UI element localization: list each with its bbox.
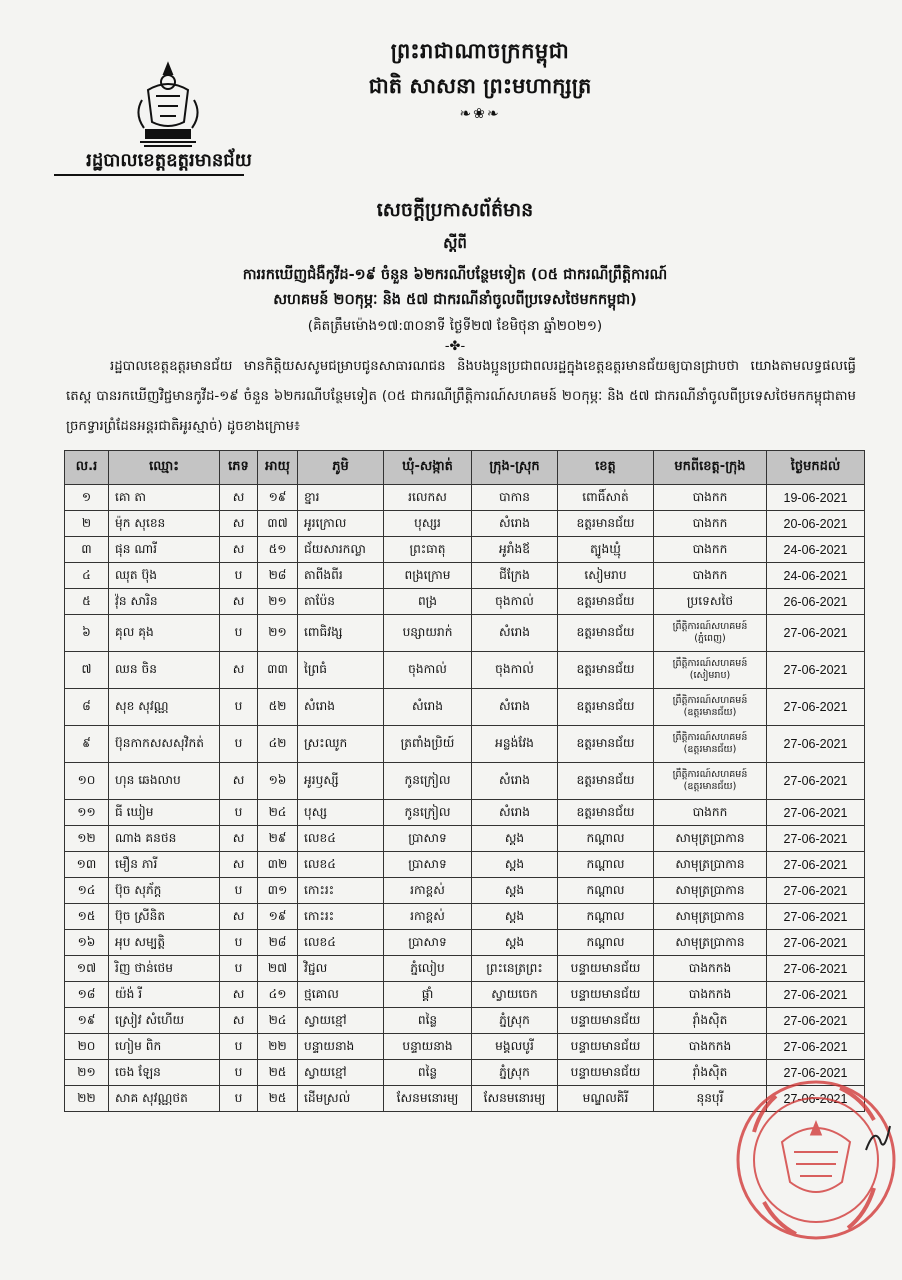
table-row — [65, 589, 865, 615]
table-row — [65, 904, 865, 930]
cell-commune: បន្សាយរាក់ — [384, 615, 472, 652]
cell-commune: កូនក្រៀល — [384, 763, 472, 800]
kingdom-name: ព្រះរាជាណាចក្រកម្ពុជា — [390, 39, 570, 63]
cell-commune: ព្រះធាតុ — [384, 537, 472, 563]
cell-sex: ស — [220, 511, 258, 537]
cell-commune: ត្រពាំងប្រិយ៍ — [384, 726, 472, 763]
cell-no: ៩ — [65, 726, 109, 763]
cell-commune: កូនក្រៀល — [384, 800, 472, 826]
cell-date: 27-06-2021 — [767, 956, 865, 982]
cell-name: សាគ សុវណ្ណថត — [109, 1086, 220, 1112]
cell-province: បន្ទាយមានជ័យ — [558, 982, 654, 1008]
col-header-no: ល.រ — [65, 451, 109, 485]
cell-from: ប្រទេសថៃ — [654, 589, 767, 615]
cell-name: ណាង គនថន — [109, 826, 220, 852]
cell-date: 27-06-2021 — [767, 852, 865, 878]
cell-province: បន្ទាយមានជ័យ — [558, 1060, 654, 1086]
cell-commune: ពង្រក្រោម — [384, 563, 472, 589]
kingdom-header — [260, 38, 700, 122]
cell-date: 27-06-2021 — [767, 1008, 865, 1034]
cell-province: ឧត្ដរមានជ័យ — [558, 800, 654, 826]
cell-village: លេខ៤ — [298, 826, 384, 852]
cell-from: ព្រឹត្តិការណ៍សហគមន៍ (ឧត្ដរមានជ័យ) — [654, 726, 767, 763]
issuing-office: រដ្ឋបាលខេត្តឧត្ដរមានជ័យ — [86, 150, 252, 171]
cell-name: គុល គុង — [109, 615, 220, 652]
cell-from: សាមុត្រប្រាកាន — [654, 852, 767, 878]
cell-from: ព្រឹត្តិការណ៍សហគមន៍ (ភ្នំពេញ) — [654, 615, 767, 652]
cell-village: ជ័យសារកល្លា — [298, 537, 384, 563]
cell-date: 24-06-2021 — [767, 563, 865, 589]
cell-no: ២១ — [65, 1060, 109, 1086]
signature-mark — [862, 1120, 894, 1160]
cell-age: ៣៣ — [258, 652, 298, 689]
cell-village: កោះរះ — [298, 904, 384, 930]
cell-district: សំរោង — [472, 800, 558, 826]
office-underline — [54, 174, 244, 176]
cell-district: ស្គង — [472, 852, 558, 878]
cell-no: ១១ — [65, 800, 109, 826]
cell-district: សំរោង — [472, 511, 558, 537]
announcement-title: សេចក្ដីប្រកាសព័ត៌មាន — [376, 199, 534, 221]
cell-no: ១៣ — [65, 852, 109, 878]
cell-date: 26-06-2021 — [767, 589, 865, 615]
cell-date: 27-06-2021 — [767, 763, 865, 800]
table-row — [65, 689, 865, 726]
cell-from: ព្រឹត្តិការណ៍សហគមន៍ (សៀមរាប) — [654, 652, 767, 689]
title-ornament: -✤- — [444, 339, 466, 354]
cell-name: យ៉ង់ រី — [109, 982, 220, 1008]
cell-commune: បុស្សរ — [384, 511, 472, 537]
cell-province: កណ្ដាល — [558, 826, 654, 852]
cell-age: ៣៧ — [258, 511, 298, 537]
cell-name: មឿន ភារី — [109, 852, 220, 878]
cell-sex: ប — [220, 563, 258, 589]
cell-village: សំរោង — [298, 689, 384, 726]
cell-province: ឧត្ដរមានជ័យ — [558, 726, 654, 763]
cell-from: នុនបុរី — [654, 1086, 767, 1112]
cell-no: ១៥ — [65, 904, 109, 930]
cell-no: ៦ — [65, 615, 109, 652]
cell-province: ពោធិ៍សាត់ — [558, 485, 654, 511]
col-header-district: ក្រុង-ស្រុក — [472, 451, 558, 485]
table-row — [65, 615, 865, 652]
cell-age: ២៤ — [258, 1008, 298, 1034]
cell-date: 27-06-2021 — [767, 1086, 865, 1112]
cell-from: ព្រឹត្តិការណ៍សហគមន៍ (ឧត្ដរមានជ័យ) — [654, 763, 767, 800]
cell-district: សំរោង — [472, 615, 558, 652]
cell-no: ១៧ — [65, 956, 109, 982]
cell-sex: ស — [220, 537, 258, 563]
cell-commune: ចុងកាល់ — [384, 652, 472, 689]
cell-district: មង្គលបូរី — [472, 1034, 558, 1060]
subject-line-2: សហគមន៍ ២០កុម្ភៈ និង ៥៧ ជាករណីនាំចូលពីប្រទេសថៃមកកម្ពុជា) — [273, 292, 637, 308]
cell-village: ស្វាយខ្មៅ — [298, 1060, 384, 1086]
table-row — [65, 956, 865, 982]
cell-village: កោះរះ — [298, 878, 384, 904]
cell-from: សាមុត្រប្រាកាន — [654, 878, 767, 904]
cell-name: ប៊ុច សុភ័ក្ត — [109, 878, 220, 904]
cell-age: ៤២ — [258, 726, 298, 763]
intro-paragraph — [66, 352, 856, 442]
col-header-from: មកពីខេត្ត-ក្រុង — [654, 451, 767, 485]
cell-sex: ប — [220, 930, 258, 956]
cell-age: ៥២ — [258, 689, 298, 726]
cell-province: កណ្ដាល — [558, 930, 654, 956]
cell-no: ២២ — [65, 1086, 109, 1112]
cell-district: សំរោង — [472, 689, 558, 726]
cell-date: 27-06-2021 — [767, 930, 865, 956]
cell-village: ពោធិវង្ស — [298, 615, 384, 652]
cell-from: សាមុត្រប្រាកាន — [654, 826, 767, 852]
cell-no: ១ — [65, 485, 109, 511]
cell-village: បុស្ស — [298, 800, 384, 826]
cell-commune: បន្ទាយនាង — [384, 1034, 472, 1060]
cell-name: គោ តា — [109, 485, 220, 511]
table-row — [65, 930, 865, 956]
announcement-titles — [150, 198, 760, 354]
col-header-province: ខេត្ត — [558, 451, 654, 485]
cell-province: ត្បូងឃ្មុំ — [558, 537, 654, 563]
cell-age: ២៩ — [258, 826, 298, 852]
cell-sex: ស — [220, 485, 258, 511]
cell-village: បន្ទាយនាង — [298, 1034, 384, 1060]
cell-district: ភ្នំស្រុក — [472, 1008, 558, 1034]
cell-village: ព្រៃធំ — [298, 652, 384, 689]
cell-date: 27-06-2021 — [767, 826, 865, 852]
cell-province: ឧត្ដរមានជ័យ — [558, 511, 654, 537]
cell-province: ឧត្ដរមានជ័យ — [558, 589, 654, 615]
cell-name: ធី ឃៀម — [109, 800, 220, 826]
cell-commune: ប្រាសាទ — [384, 930, 472, 956]
cell-province: បន្ទាយមានជ័យ — [558, 956, 654, 982]
col-header-age: អាយុ — [258, 451, 298, 485]
announcement-subject — [150, 263, 760, 313]
cell-age: ១៦ — [258, 763, 298, 800]
cell-name: អុប សម្បត្តិ — [109, 930, 220, 956]
table-row — [65, 537, 865, 563]
cell-village: អូរក្រោល — [298, 511, 384, 537]
cell-age: ២៥ — [258, 1086, 298, 1112]
cell-date: 27-06-2021 — [767, 878, 865, 904]
cell-commune: សំរោង — [384, 689, 472, 726]
subject-line-1: ការរកឃើញជំងឺកូវីដ-១៩ ចំនួន ៦២ករណីបន្ថែមទៀត (០៥ ជាករណីព្រឹត្តិការណ៍ — [242, 267, 668, 283]
cell-date: 27-06-2021 — [767, 982, 865, 1008]
cell-commune: ប្រាសាទ — [384, 826, 472, 852]
table-row — [65, 826, 865, 852]
cell-date: 20-06-2021 — [767, 511, 865, 537]
cell-village: ដើមស្រល់ — [298, 1086, 384, 1112]
cell-name: ផុន ណារី — [109, 537, 220, 563]
cell-province: កណ្ដាល — [558, 852, 654, 878]
cell-name: ឈុត ប៊ុង — [109, 563, 220, 589]
cell-no: ៣ — [65, 537, 109, 563]
cell-no: ៧ — [65, 652, 109, 689]
cell-province: បន្ទាយមានជ័យ — [558, 1008, 654, 1034]
cell-date: 27-06-2021 — [767, 1034, 865, 1060]
col-header-commune: ឃុំ-សង្កាត់ — [384, 451, 472, 485]
table-row — [65, 563, 865, 589]
cell-age: ១៩ — [258, 485, 298, 511]
cell-no: ១៨ — [65, 982, 109, 1008]
table-row — [65, 485, 865, 511]
cell-from: បាងកកង — [654, 1034, 767, 1060]
cell-no: ៤ — [65, 563, 109, 589]
cell-province: សៀមរាប — [558, 563, 654, 589]
cell-age: ៤១ — [258, 982, 298, 1008]
col-header-sex: ភេទ — [220, 451, 258, 485]
cell-province: ឧត្ដរមានជ័យ — [558, 615, 654, 652]
cell-age: ៣១ — [258, 878, 298, 904]
table-row — [65, 652, 865, 689]
table-row — [65, 511, 865, 537]
table-row — [65, 852, 865, 878]
cell-sex: ប — [220, 800, 258, 826]
col-header-date: ថ្ងៃមកដល់ — [767, 451, 865, 485]
cell-no: ១០ — [65, 763, 109, 800]
cell-from: បាងកក — [654, 563, 767, 589]
cell-age: ៥១ — [258, 537, 298, 563]
cell-name: ស្រៀវ សំហើយ — [109, 1008, 220, 1034]
cell-date: 27-06-2021 — [767, 652, 865, 689]
cell-commune: ពន្លៃ — [384, 1060, 472, 1086]
cell-district: សែនមនោរម្យ — [472, 1086, 558, 1112]
cell-name: សុខ សុវណ្ណ — [109, 689, 220, 726]
cell-district: ភ្នំស្រុក — [472, 1060, 558, 1086]
cell-date: 27-06-2021 — [767, 689, 865, 726]
table-row — [65, 1008, 865, 1034]
cell-date: 27-06-2021 — [767, 1060, 865, 1086]
cell-from: សាមុត្រប្រាកាន — [654, 930, 767, 956]
cell-commune: សែនមនោរម្យ — [384, 1086, 472, 1112]
cell-district: ចុងកាល់ — [472, 652, 558, 689]
col-header-name: ឈ្មោះ — [109, 451, 220, 485]
cell-province: កណ្ដាល — [558, 904, 654, 930]
cell-name: ចេង ឡែន — [109, 1060, 220, 1086]
cell-sex: ប — [220, 878, 258, 904]
col-header-village: ភូមិ — [298, 451, 384, 485]
cell-commune: ភ្នំលៀប — [384, 956, 472, 982]
cell-from: សាមុត្រប្រាកាន — [654, 904, 767, 930]
cell-sex: ប — [220, 956, 258, 982]
cell-no: ២ — [65, 511, 109, 537]
cell-sex: ប — [220, 689, 258, 726]
cell-date: 27-06-2021 — [767, 904, 865, 930]
cell-village: ថ្មគោល — [298, 982, 384, 1008]
cell-district: ស្គង — [472, 904, 558, 930]
cell-village: តាពីងពីរ — [298, 563, 384, 589]
cell-sex: ប — [220, 1060, 258, 1086]
cell-province: កណ្ដាល — [558, 878, 654, 904]
cell-district: ស្គង — [472, 878, 558, 904]
cell-age: ២៨ — [258, 563, 298, 589]
cell-district: ស្គង — [472, 930, 558, 956]
intro-text: រដ្ឋបាលខេត្តឧត្ដរមានជ័យ មានកិត្តិយសសូមជម្រាបជូនសាធារណជន និងបងប្អូនប្រជាពលរដ្ឋក្នុងខេត្តឧត្ដរមានជ័យឲ្យបានជ្រាបថា យោងតាមលទ្ធផលធ្វើតេស្ដ បានរកឃើញវិជ្ជមានកូវីដ-១៩ ចំនួន ៦២ករណីបន្ថែមទៀត (០៥ ជាករណីព្រឹត្តិការណ៍សហគមន៍ ២០កុម្ភៈ និង ៥៧ ជាករណីនាំចូលពីប្រទេសថៃមកកម្ពុជាតាមច្រកទ្វារព្រំដែនអន្ដរជាតិអូរស្មាច់) ដូចខាងក្រោម៖ — [66, 359, 856, 434]
cell-age: ២៤ — [258, 800, 298, 826]
cell-village: លេខ៤ — [298, 930, 384, 956]
cases-table — [64, 450, 865, 1112]
cell-commune: រកាខ្ពស់ — [384, 904, 472, 930]
cell-village: ខ្នារ — [298, 485, 384, 511]
cell-age: ២៥ — [258, 1060, 298, 1086]
cell-district: ស្គង — [472, 826, 558, 852]
cell-sex: ស — [220, 652, 258, 689]
table-row — [65, 726, 865, 763]
cell-no: ១២ — [65, 826, 109, 852]
cell-from: បាងកក — [654, 537, 767, 563]
cell-from: រ៉ាំងស៊ិត — [654, 1060, 767, 1086]
cell-province: ឧត្ដរមានជ័យ — [558, 689, 654, 726]
cell-age: ៣២ — [258, 852, 298, 878]
as-of-date: (គិតត្រឹមម៉ោង១៧:៣០នាទី ថ្ងៃទី២៧ ខែមិថុនា ឆ្នាំ២០២១) — [307, 318, 603, 334]
cell-name: រិញ ថាន់ថេម — [109, 956, 220, 982]
cell-district: ស្វាយចេក — [472, 982, 558, 1008]
cell-village: ស្វាយខ្មៅ — [298, 1008, 384, 1034]
cell-commune: រកាខ្ពស់ — [384, 878, 472, 904]
royal-emblem-icon — [128, 60, 208, 150]
table-row — [65, 1034, 865, 1060]
cell-sex: ស — [220, 1008, 258, 1034]
cell-name: វ៉ុន សារិន — [109, 589, 220, 615]
cell-date: 27-06-2021 — [767, 615, 865, 652]
cell-from: រ៉ាំងស៊ិត — [654, 1008, 767, 1034]
cell-age: ២១ — [258, 589, 298, 615]
cell-age: ១៩ — [258, 904, 298, 930]
cell-name: ប៊ុនកាកសសសុវិកត់ — [109, 726, 220, 763]
cell-from: ព្រឹត្តិការណ៍សហគមន៍ (ឧត្ដរមានជ័យ) — [654, 689, 767, 726]
cell-village: ស្រះឈូក — [298, 726, 384, 763]
cell-commune: ប្រាសាទ — [384, 852, 472, 878]
cell-name: ហុន ឆេងលាប — [109, 763, 220, 800]
table-row — [65, 878, 865, 904]
cell-sex: ប — [220, 615, 258, 652]
cell-sex: ស — [220, 589, 258, 615]
cell-district: សំរោង — [472, 763, 558, 800]
national-motto: ជាតិ សាសនា ព្រះមហាក្សត្រ — [368, 74, 592, 98]
cell-date: 27-06-2021 — [767, 726, 865, 763]
cell-age: ២៨ — [258, 930, 298, 956]
announcement-about: ស្ដីពី — [443, 234, 467, 252]
table-body — [65, 485, 865, 1112]
cell-sex: ស — [220, 852, 258, 878]
cell-no: ៥ — [65, 589, 109, 615]
cell-village: អូរឫស្សី — [298, 763, 384, 800]
cell-sex: ស — [220, 904, 258, 930]
cell-district: ជីក្រែង — [472, 563, 558, 589]
cell-village: វិជ្ជល — [298, 956, 384, 982]
cell-from: បាងកក — [654, 485, 767, 511]
cell-no: ៨ — [65, 689, 109, 726]
cell-from: បាងកក — [654, 511, 767, 537]
cell-sex: ស — [220, 982, 258, 1008]
cell-no: ២០ — [65, 1034, 109, 1060]
cell-district: ចុងកាល់ — [472, 589, 558, 615]
table-row — [65, 982, 865, 1008]
cell-sex: ប — [220, 1034, 258, 1060]
table-row — [65, 1086, 865, 1112]
cell-district: បាកាន — [472, 485, 558, 511]
cell-commune: ពង្រ — [384, 589, 472, 615]
table-row — [65, 763, 865, 800]
cell-district: ព្រះនេត្រព្រះ — [472, 956, 558, 982]
cell-age: ២២ — [258, 1034, 298, 1060]
cell-village: លេខ៤ — [298, 852, 384, 878]
table-row — [65, 800, 865, 826]
cell-from: បាងកក — [654, 800, 767, 826]
cell-name: ម៉ុក សុខេន — [109, 511, 220, 537]
cell-village: តាប៉ែន — [298, 589, 384, 615]
cell-name: ប៊ុច ស្រីនិត — [109, 904, 220, 930]
cell-date: 19-06-2021 — [767, 485, 865, 511]
cell-no: ១៦ — [65, 930, 109, 956]
cell-name: ឈន ចិន — [109, 652, 220, 689]
cell-no: ១៤ — [65, 878, 109, 904]
cell-district: អូរាំងឪ — [472, 537, 558, 563]
cell-no: ១៩ — [65, 1008, 109, 1034]
cell-date: 24-06-2021 — [767, 537, 865, 563]
cell-name: ហៀម ពិក — [109, 1034, 220, 1060]
cell-province: ឧត្ដរមានជ័យ — [558, 652, 654, 689]
cell-date: 27-06-2021 — [767, 800, 865, 826]
cell-district: អន្លង់វែង — [472, 726, 558, 763]
cell-sex: ស — [220, 763, 258, 800]
cell-commune: ផ្គាំ — [384, 982, 472, 1008]
cell-sex: ប — [220, 726, 258, 763]
table-header-row — [65, 451, 865, 485]
cell-sex: ប — [220, 1086, 258, 1112]
cell-age: ២១ — [258, 615, 298, 652]
cell-sex: ស — [220, 826, 258, 852]
cell-from: បាងកកង — [654, 956, 767, 982]
cell-province: មណ្ឌលគិរី — [558, 1086, 654, 1112]
cell-commune: រលេកស — [384, 485, 472, 511]
cell-commune: ពន្លៃ — [384, 1008, 472, 1034]
cell-province: ឧត្ដរមានជ័យ — [558, 763, 654, 800]
table-row — [65, 1060, 865, 1086]
cell-province: បន្ទាយមានជ័យ — [558, 1034, 654, 1060]
header-ornament: ❧❀❧ — [459, 106, 501, 122]
cell-age: ២៧ — [258, 956, 298, 982]
cell-from: បាងកកង — [654, 982, 767, 1008]
